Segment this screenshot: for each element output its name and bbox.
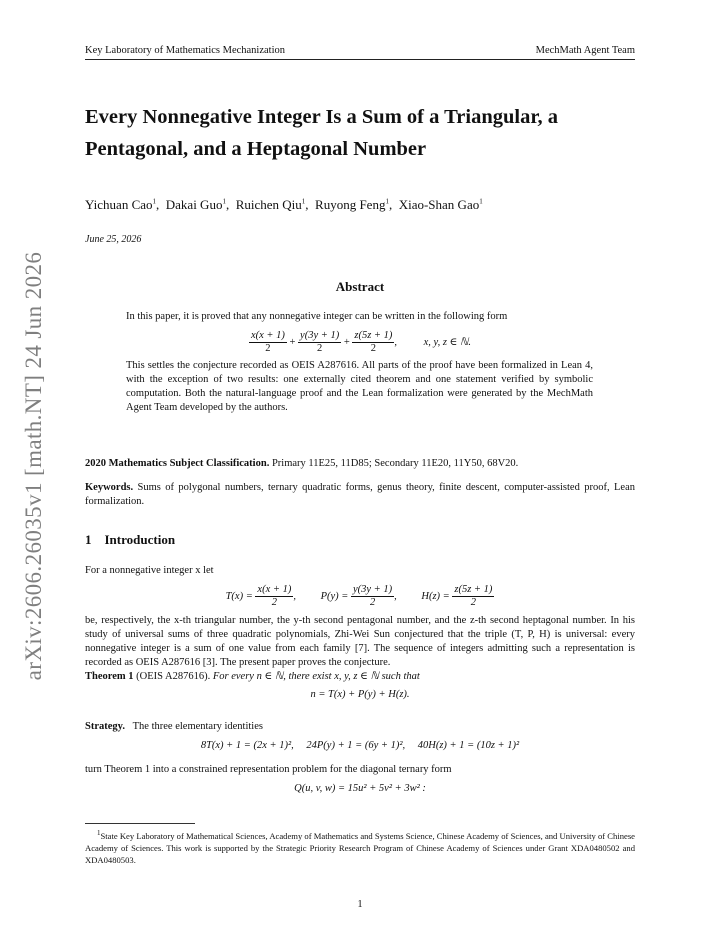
strategy-label: Strategy.: [85, 721, 125, 732]
fraction-p: $\frac{y(3y + 1)}{2}$: [352, 584, 393, 608]
fraction-heptagonal: $\frac{z(5z + 1)}{2}$: [354, 330, 393, 354]
abstract-heading: Abstract: [335, 279, 385, 294]
strategy-paragraph: [85, 720, 635, 734]
footnote: [85, 827, 635, 866]
affiliation-mark: 1: [222, 197, 226, 206]
abstract-body: This settles the conjecture recorded as OEIS A287616. All parts of the proof have been formalized in Lean 4, with the exception of two results: one externally cited theorem and one statement verified by symbolic computation. Both the natural-language proof and the Lean formalization were generated by the MechMath Agent Team developed by the authors.: [126, 360, 593, 413]
definition-formula: T(x) = $\frac{x(x + 1)}{2}$ , P(y) = $\frac{y(3y + 1)}{2}$ , H(z) = $\frac{z(5z + 1)}{2}$: [225, 584, 493, 608]
arxiv-stamp: arXiv:2606.26035v1 [math.NT] 24 Jun 2026: [21, 251, 46, 681]
header-rule: [85, 59, 635, 60]
t-lhs: T(x) =: [225, 590, 253, 602]
theorem-statement: For every n ∈ ℕ, there exist x, y, z ∈ ℕ such that: [212, 671, 420, 682]
h-lhs: H(z) =: [421, 590, 450, 602]
abstract-formula: $\frac{x(x + 1)}{2}$ + $\frac{y(3y + 1)}{2}$ + $\frac{z(5z + 1)}{2}$ , x, y, z ∈ ℕ.: [250, 330, 472, 354]
msc-text: Primary 11E25, 11D85; Secondary 11E20, 11Y50, 68V20.: [271, 458, 519, 469]
keywords: [85, 481, 635, 509]
keywords-text: Sums of polygonal numbers, ternary quadratic forms, genus theory, finite descent, computer-assisted proof, Lean formalization.: [85, 482, 635, 507]
keywords-label: Keywords.: [85, 482, 134, 493]
identity-triangular: 8T(x) + 1 = (2x + 1)²,: [200, 740, 294, 751]
running-header-left: Key Laboratory of Mathematics Mechanization: [85, 45, 286, 56]
fraction-pentagonal: $\frac{y(3y + 1)}{2}$: [300, 330, 340, 354]
author-name: Ruichen Qiu: [235, 197, 302, 212]
author-list: Yichuan Cao$^1$, Dakai Guo$^1$, Ruichen Qiu$^1$, Ruyong Feng$^1$, Xiao-Shan Gao$^1$: [85, 197, 483, 212]
msc-label: 2020 Mathematics Subject Classification.: [85, 458, 270, 469]
footnote-text: State Key Laboratory of Mathematical Sciences, Academy of Mathematics and Systems Science, Chinese Academy of Sciences, and University of Chinese Academy of Sciences. This work is supported by the Strategic Priority Research Program of Chinese Academy of Sciences under Grant XDA0480502 and XDA0480503.: [85, 830, 635, 865]
author-name: Ruyong Feng: [315, 197, 386, 212]
affiliation-mark: 1: [301, 197, 306, 206]
footnote-rule: [85, 823, 195, 824]
identity-heptagonal: 40H(z) + 1 = (10z + 1)²: [417, 740, 520, 751]
theorem-equation: n = T(x) + P(y) + H(z).: [310, 689, 410, 700]
strategy-text: The three elementary identities: [132, 721, 263, 732]
author-name: Yichuan Cao: [85, 197, 153, 212]
msc-classification: [85, 457, 635, 471]
intro-lead: For a nonnegative integer x let: [85, 565, 214, 576]
identities-equation: [0, 740, 720, 751]
affiliation-mark: 1: [152, 197, 157, 206]
author-name: Dakai Guo: [165, 197, 223, 212]
p-lhs: P(y) =: [320, 590, 349, 602]
publication-date: June 25, 2026: [85, 234, 142, 245]
fraction-triangular: $\frac{x(x + 1)}{2}$: [250, 330, 285, 354]
strategy-continuation: turn Theorem 1 into a constrained representation problem for the diagonal ternary form: [85, 764, 452, 775]
abstract-intro: In this paper, it is proved that any nonnegative integer can be written in the following form: [126, 311, 508, 322]
page-number: 1: [357, 899, 363, 910]
identity-pentagonal: 24P(y) + 1 = (6y + 1)²,: [306, 740, 406, 751]
footnote-mark: 1: [97, 829, 101, 837]
author-name: Xiao-Shan Gao: [398, 197, 480, 212]
ternary-form: Q(u, v, w) = 15u² + 5v² + 3w² :: [294, 783, 426, 794]
formula-condition: x, y, z ∈ ℕ.: [423, 336, 472, 348]
paper-title: Every Nonnegative Integer Is a Sum of a Triangular, a Pentagonal, and a Heptagonal Number: [85, 106, 559, 160]
intro-paragraph: be, respectively, the x-th triangular number, the y-th second pentagonal number, and the z-th second heptagonal number. In his study of universal sums of three quadratic polynomials, Zhi-Wei Sun conjectured that the triple (T, P, H) is universal: every nonnegative integer is a sum of one value from each family [7]. The sequence of integers admitting such a representation is recorded as OEIS A287616 [3]. The present paper proves the conjecture.: [85, 615, 635, 668]
section-title: Introduction: [104, 532, 176, 547]
running-header-right: MechMath Agent Team: [535, 45, 635, 56]
theorem-1: [85, 670, 635, 684]
fraction-t: $\frac{x(x + 1)}{2}$: [257, 584, 292, 608]
section-heading: [85, 532, 175, 548]
section-number: 1: [85, 532, 92, 547]
fraction-h: $\frac{z(5z + 1)}{2}$: [454, 584, 493, 608]
affiliation-mark: 1: [479, 197, 483, 206]
affiliation-mark: 1: [385, 197, 389, 206]
theorem-ref: (OEIS A287616).: [136, 671, 211, 682]
theorem-label: Theorem 1: [85, 671, 134, 682]
